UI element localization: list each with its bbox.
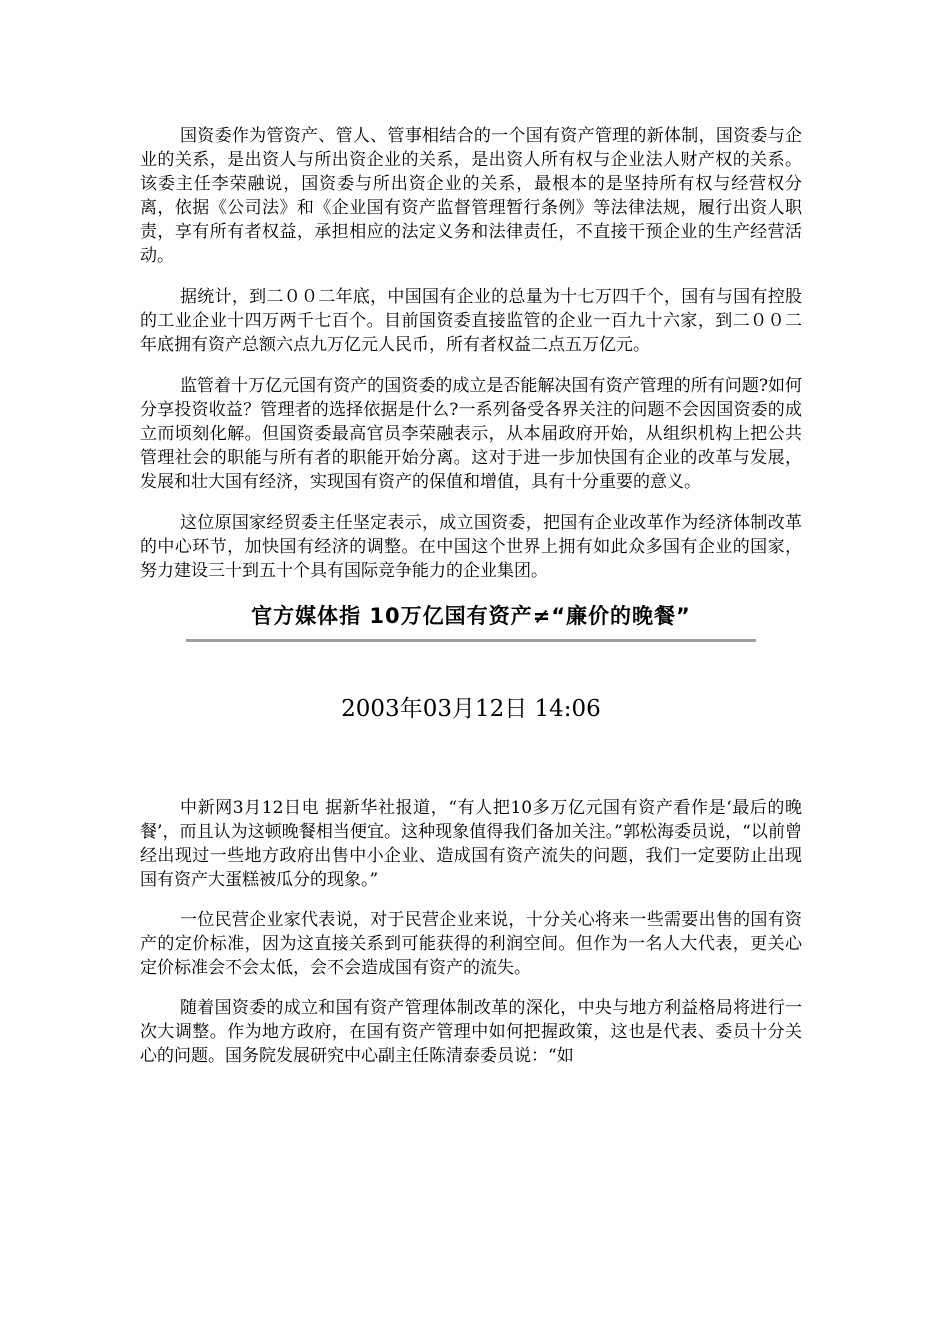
headline-divider — [186, 639, 756, 642]
document-page — [140, 124, 802, 1084]
intro-paragraph-1: 国资委作为管资产、管人、管事相结合的一个国有资产管理的新体制，国资委与企业的关系，是出资人与所出资企业的关系，是出资人所有权与企业法人财产权的关系。该委主任李荣融说，国资委与所出资企业的关系，最根本的是坚持所有权与经营权分离，依据《公司法》和《企业国有资产监督管理暂行条例》等法律法规，履行出资人职责，享有所有者权益，承担相应的法定义务和法律责任，不直接干预企业的生产经营活动。 — [140, 126, 802, 266]
article-paragraph-2: 一位民营企业家代表说，对于民营企业来说，十分关心将来一些需要出售的国有资产的定价标准，因为这直接关系到可能获得的利润空间。但作为一名人大代表，更关心定价标准会不会太低，会不会造成国有资产的流失。 — [140, 910, 802, 978]
article-body — [140, 796, 802, 1068]
intro-paragraph-3: 监管着十万亿元国有资产的国资委的成立是否能解决国有资产管理的所有问题?如何分享投资收益？管理者的选择依据是什么?一系列备受各界关注的问题不会因国资委的成立而顷刻化解。但国资委最高官员李荣融表示，从本届政府开始，从组织机构上把公共管理社会的职能与所有者的职能开始分离。这对于进一步加快国有企业的改革与发展，发展和壮大国有经济，实现国有资产的保值和增值，具有十分重要的意义。 — [140, 376, 802, 492]
article-headline: 官方媒体指 10万亿国有资产≠“廉价的晚餐” — [251, 604, 691, 628]
article-header — [140, 601, 802, 642]
intro-paragraph-2: 据统计，到二００二年底，中国国有企业的总量为十七万四千个，国有与国有控股的工业企业十四万两千七百个。目前国资委直接监管的企业一百九十六家，到二００二年底拥有资产总额六点九万亿元人民币，所有者权益二点五万亿元。 — [140, 287, 802, 355]
intro-paragraph-4: 这位原国家经贸委主任坚定表示，成立国资委，把国有企业改革作为经济体制改革的中心环节，加快国有经济的调整。在中国这个世界上拥有如此众多国有企业的国家，努力建设三十到五十个具有国际竞争能力的企业集团。 — [140, 513, 802, 581]
intro-section — [140, 124, 802, 583]
article-dateline: 2003年03月12日 14:06 — [341, 696, 601, 722]
article-paragraph-1: 中新网3月12日电 据新华社报道，“有人把10多万亿元国有资产看作是‘最后的晚餐’，而且认为这顿晚餐相当便宜。这种现象值得我们备加关注。”郭松海委员说，“以前曾经出现过一些地方政府出售中小企业、造成国有资产流失的问题，我们一定要防止出现国有资产大蛋糕被瓜分的现象。” — [140, 798, 802, 890]
article-paragraph-3: 随着国资委的成立和国有资产管理体制改革的深化，中央与地方利益格局将进行一次大调整。作为地方政府，在国有资产管理中如何把握政策，这也是代表、委员十分关心的问题。国务院发展研究中心副主任陈清泰委员说：“如 — [140, 998, 802, 1066]
